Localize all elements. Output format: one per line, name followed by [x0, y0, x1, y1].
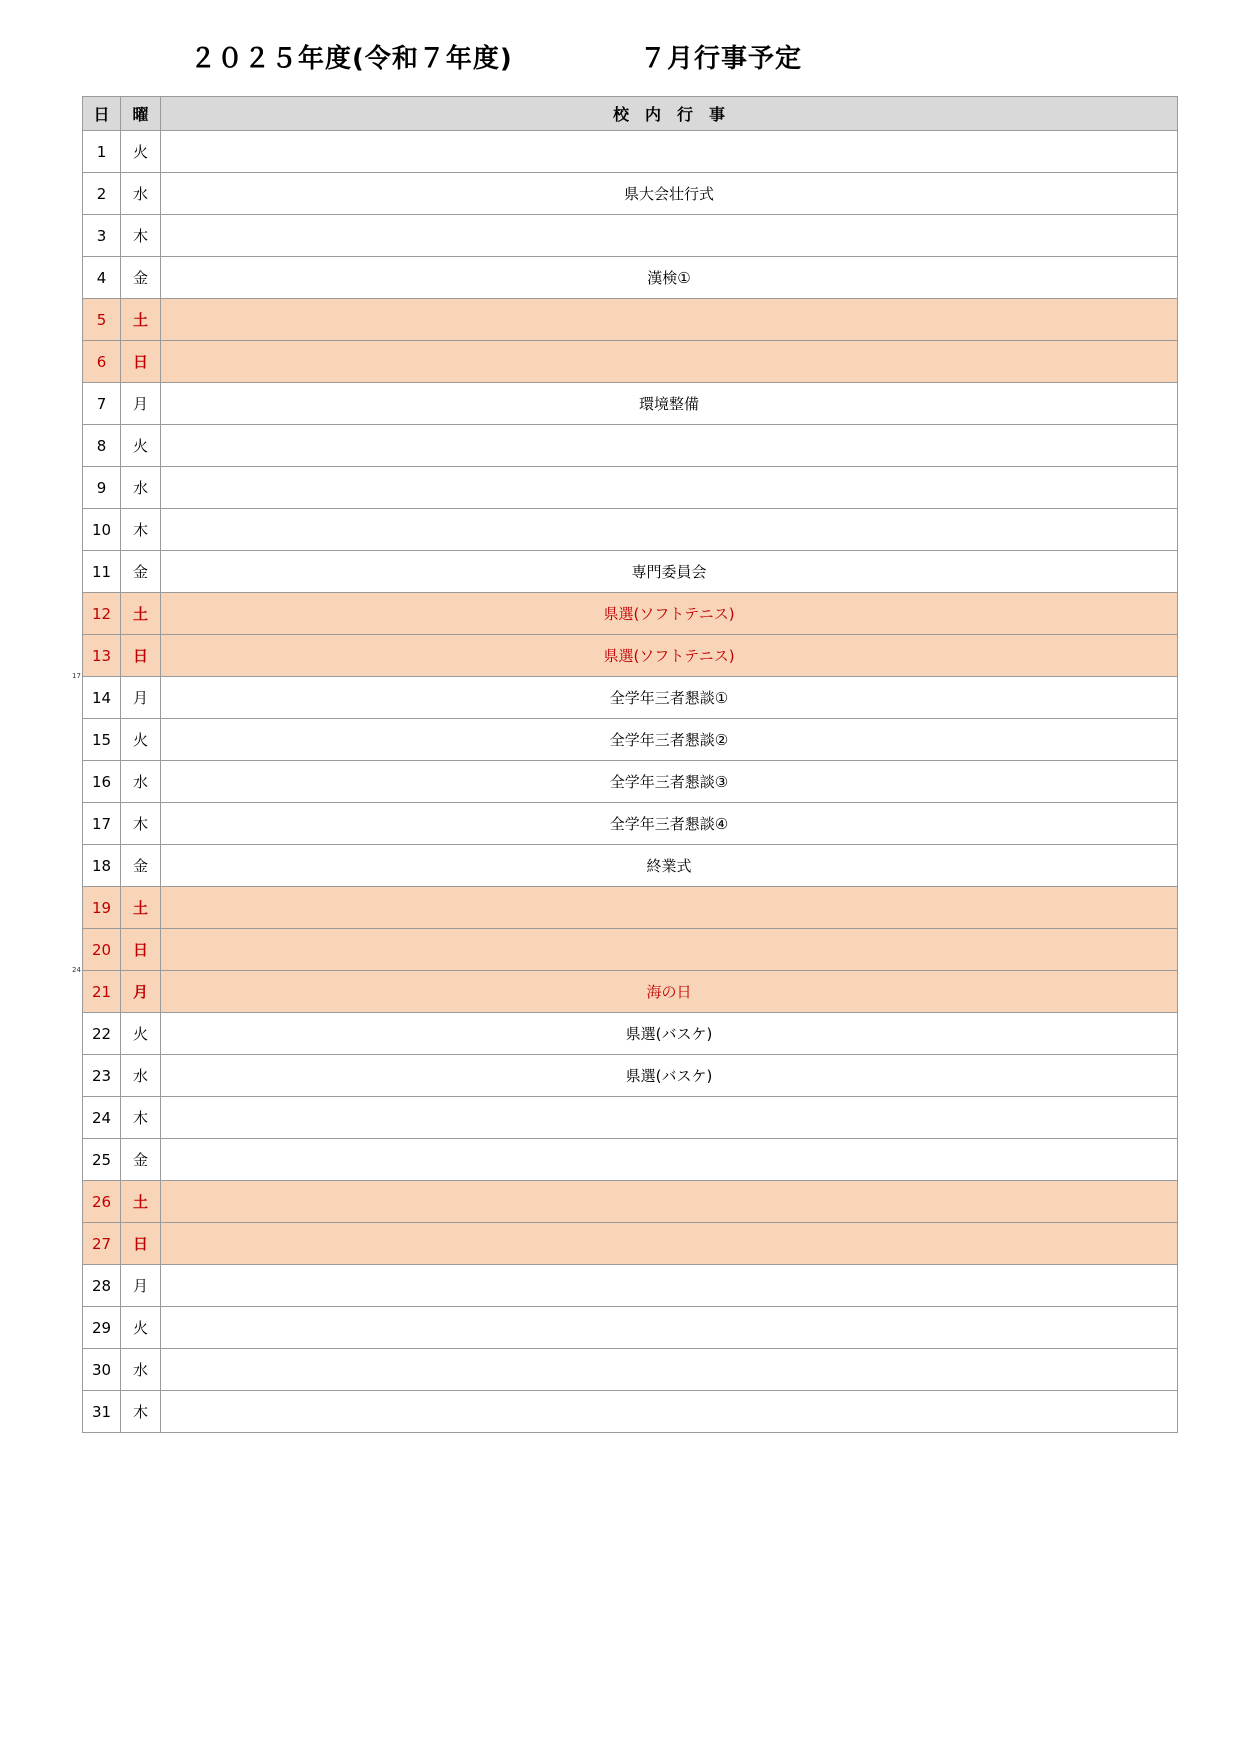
- weekday-cell: 土: [121, 593, 161, 635]
- day-cell: 19: [83, 887, 121, 929]
- day-cell: 1: [83, 131, 121, 173]
- table-row: [83, 341, 1178, 383]
- day-cell: 12: [83, 593, 121, 635]
- event-cell: [161, 1391, 1178, 1433]
- weekday-cell: 木: [121, 803, 161, 845]
- weekday-cell: 月: [121, 677, 161, 719]
- day-cell: 14: [83, 677, 121, 719]
- event-cell: 県選(バスケ): [161, 1055, 1178, 1097]
- event-cell: [161, 131, 1178, 173]
- day-cell: 31: [83, 1391, 121, 1433]
- weekday-cell: 土: [121, 299, 161, 341]
- column-header-event: 校 内 行 事: [161, 97, 1178, 131]
- weekday-cell: 水: [121, 761, 161, 803]
- event-cell: 海の日: [161, 971, 1178, 1013]
- event-cell: 全学年三者懇談①: [161, 677, 1178, 719]
- day-cell: 3: [83, 215, 121, 257]
- event-cell: 県選(ソフトテニス): [161, 593, 1178, 635]
- table-row: [83, 1223, 1178, 1265]
- weekday-cell: 月: [121, 383, 161, 425]
- table-row: [83, 1013, 1178, 1055]
- table-row: [83, 383, 1178, 425]
- weekday-cell: 火: [121, 425, 161, 467]
- table-row: [83, 845, 1178, 887]
- table-row: [83, 929, 1178, 971]
- weekday-cell: 火: [121, 719, 161, 761]
- day-cell: 16: [83, 761, 121, 803]
- day-cell: 23: [83, 1055, 121, 1097]
- event-cell: [161, 215, 1178, 257]
- table-row: [83, 1391, 1178, 1433]
- event-cell: 全学年三者懇談②: [161, 719, 1178, 761]
- event-cell: [161, 1223, 1178, 1265]
- day-cell: 9: [83, 467, 121, 509]
- day-cell: 17: [83, 803, 121, 845]
- side-note: 24: [72, 966, 81, 974]
- column-header-day: 日: [83, 97, 121, 131]
- table-row: [83, 299, 1178, 341]
- table-row: [83, 1265, 1178, 1307]
- table-row: [83, 131, 1178, 173]
- weekday-cell: 月: [121, 971, 161, 1013]
- day-cell: 25: [83, 1139, 121, 1181]
- day-cell: 10: [83, 509, 121, 551]
- day-cell: 18: [83, 845, 121, 887]
- event-cell: [161, 299, 1178, 341]
- event-cell: 終業式: [161, 845, 1178, 887]
- event-cell: [161, 425, 1178, 467]
- day-cell: 26: [83, 1181, 121, 1223]
- day-cell: 24: [83, 1097, 121, 1139]
- event-cell: 全学年三者懇談④: [161, 803, 1178, 845]
- day-cell: 7: [83, 383, 121, 425]
- weekday-cell: 月: [121, 1265, 161, 1307]
- weekday-cell: 日: [121, 1223, 161, 1265]
- table-header-row: [83, 97, 1178, 131]
- event-cell: [161, 1307, 1178, 1349]
- day-cell: 8: [83, 425, 121, 467]
- table-row: [83, 551, 1178, 593]
- table-row: [83, 1307, 1178, 1349]
- table-row: [83, 635, 1178, 677]
- day-cell: 29: [83, 1307, 121, 1349]
- day-cell: 28: [83, 1265, 121, 1307]
- weekday-cell: 木: [121, 215, 161, 257]
- table-row: [83, 425, 1178, 467]
- schedule-body: [83, 131, 1178, 1433]
- table-row: [83, 1097, 1178, 1139]
- table-row: [83, 467, 1178, 509]
- weekday-cell: 木: [121, 1391, 161, 1433]
- event-cell: [161, 887, 1178, 929]
- weekday-cell: 水: [121, 1055, 161, 1097]
- weekday-cell: 土: [121, 887, 161, 929]
- event-cell: [161, 341, 1178, 383]
- table-row: [83, 1181, 1178, 1223]
- day-cell: 5: [83, 299, 121, 341]
- weekday-cell: 金: [121, 551, 161, 593]
- page-subtitle: ７月行事予定: [640, 44, 803, 74]
- table-row: [83, 971, 1178, 1013]
- table-row: [83, 215, 1178, 257]
- day-cell: 21: [83, 971, 121, 1013]
- table-row: [83, 761, 1178, 803]
- table-row: [83, 509, 1178, 551]
- weekday-cell: 木: [121, 509, 161, 551]
- event-cell: 専門委員会: [161, 551, 1178, 593]
- weekday-cell: 日: [121, 635, 161, 677]
- event-cell: 県選(ソフトテニス): [161, 635, 1178, 677]
- event-cell: [161, 1181, 1178, 1223]
- event-cell: 漢検①: [161, 257, 1178, 299]
- weekday-cell: 日: [121, 929, 161, 971]
- weekday-cell: 金: [121, 257, 161, 299]
- table-row: [83, 1139, 1178, 1181]
- day-cell: 2: [83, 173, 121, 215]
- table-row: [83, 803, 1178, 845]
- column-header-weekday: 曜: [121, 97, 161, 131]
- table-row: [83, 677, 1178, 719]
- schedule-table: [82, 96, 1178, 1433]
- day-cell: 30: [83, 1349, 121, 1391]
- weekday-cell: 金: [121, 845, 161, 887]
- table-row: [83, 887, 1178, 929]
- weekday-cell: 水: [121, 1349, 161, 1391]
- day-cell: 11: [83, 551, 121, 593]
- event-cell: 県選(バスケ): [161, 1013, 1178, 1055]
- weekday-cell: 日: [121, 341, 161, 383]
- event-cell: 全学年三者懇談③: [161, 761, 1178, 803]
- table-row: [83, 719, 1178, 761]
- table-row: [83, 593, 1178, 635]
- day-cell: 27: [83, 1223, 121, 1265]
- table-row: [83, 173, 1178, 215]
- event-cell: 県大会壮行式: [161, 173, 1178, 215]
- day-cell: 6: [83, 341, 121, 383]
- day-cell: 4: [83, 257, 121, 299]
- day-cell: 13: [83, 635, 121, 677]
- event-cell: [161, 1349, 1178, 1391]
- table-row: [83, 1349, 1178, 1391]
- day-cell: 20: [83, 929, 121, 971]
- event-cell: [161, 1265, 1178, 1307]
- weekday-cell: 火: [121, 1307, 161, 1349]
- event-cell: [161, 929, 1178, 971]
- weekday-cell: 木: [121, 1097, 161, 1139]
- weekday-cell: 水: [121, 467, 161, 509]
- weekday-cell: 火: [121, 131, 161, 173]
- weekday-cell: 水: [121, 173, 161, 215]
- table-row: [83, 1055, 1178, 1097]
- side-note: 17: [72, 672, 81, 680]
- weekday-cell: 土: [121, 1181, 161, 1223]
- table-row: [83, 257, 1178, 299]
- event-cell: [161, 467, 1178, 509]
- weekday-cell: 金: [121, 1139, 161, 1181]
- event-cell: [161, 1097, 1178, 1139]
- weekday-cell: 火: [121, 1013, 161, 1055]
- event-cell: [161, 509, 1178, 551]
- page-title: ２０２５年度(令和７年度): [190, 44, 513, 74]
- day-cell: 15: [83, 719, 121, 761]
- event-cell: [161, 1139, 1178, 1181]
- day-cell: 22: [83, 1013, 121, 1055]
- event-cell: 環境整備: [161, 383, 1178, 425]
